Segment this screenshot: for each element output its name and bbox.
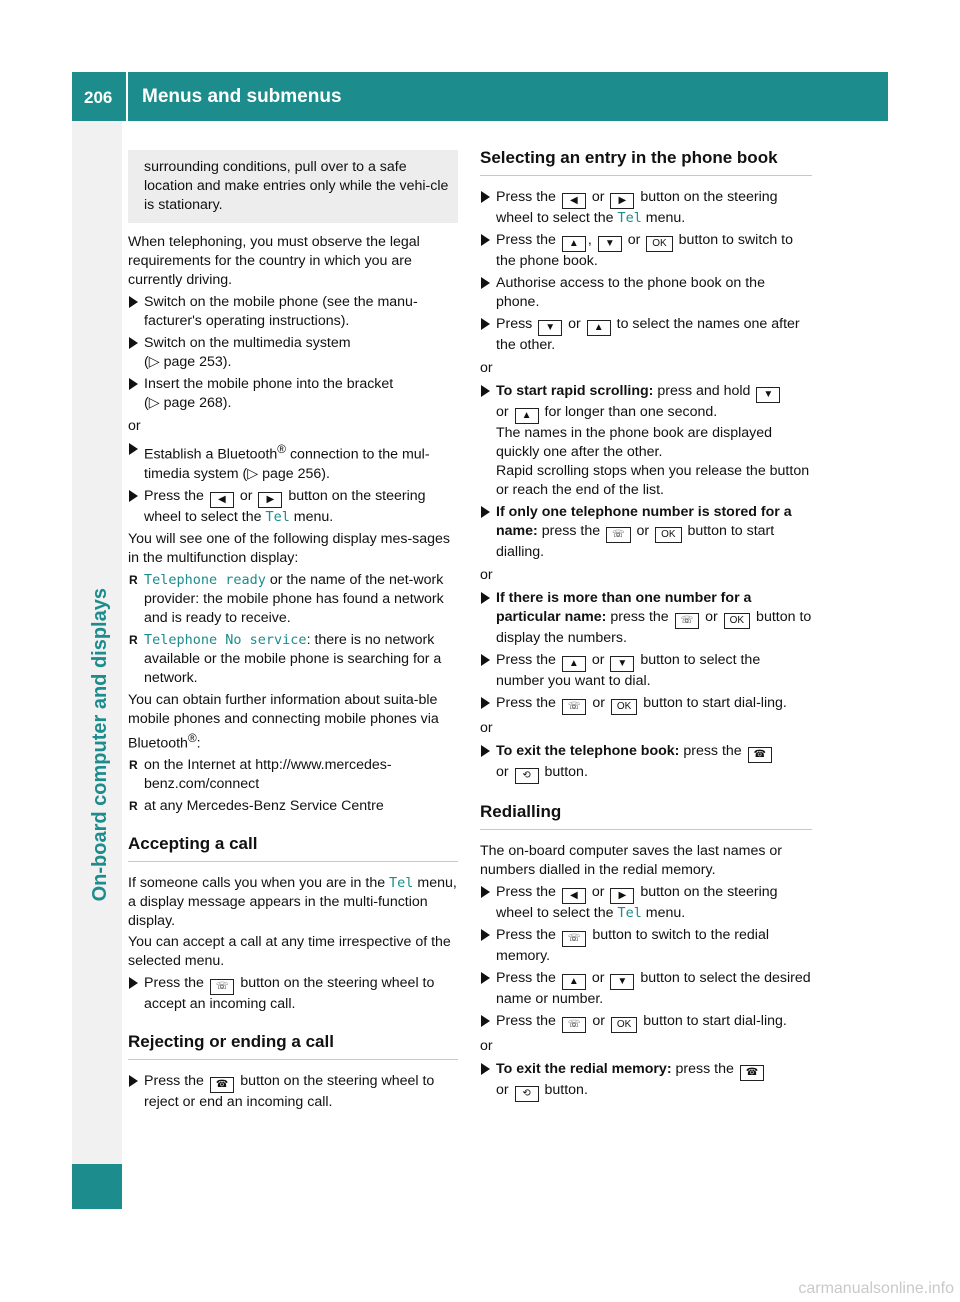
- call-key-icon: ☏: [210, 979, 235, 995]
- step-text: press the: [537, 523, 605, 539]
- or-separator: or: [480, 360, 493, 376]
- step-arrow-icon: [481, 234, 490, 246]
- step-item: [480, 231, 812, 271]
- display-text-tel: Tel: [389, 875, 414, 892]
- paragraph-text: :: [196, 735, 201, 752]
- or-separator: or: [480, 567, 493, 583]
- step-text: Switch on the multimedia system: [144, 335, 351, 351]
- ok-key-icon: OK: [611, 1017, 637, 1033]
- step-text: button on the steering wheel to select the: [496, 189, 778, 226]
- step-arrow-icon: [129, 977, 138, 989]
- step-item: [480, 926, 812, 966]
- or-separator: or: [128, 418, 141, 434]
- step-text: button to switch to the redial memory.: [496, 927, 769, 964]
- step-text: or: [588, 695, 609, 711]
- step-item: [480, 694, 812, 715]
- step-item: [480, 503, 812, 562]
- step-arrow-icon: [481, 929, 490, 941]
- step-item: [128, 375, 458, 413]
- step-condition: To exit the redial memory:: [496, 1061, 672, 1077]
- step-text: Insert the mobile phone into the bracket: [144, 376, 394, 392]
- step-text: Press the: [496, 927, 560, 943]
- step-item: [128, 974, 458, 1014]
- call-key-icon: ☏: [675, 613, 700, 629]
- paragraph: When telephoning, you must observe the legal requirements for the country in which you are currently driving.: [128, 234, 420, 288]
- down-arrow-key-icon: ▼: [756, 387, 780, 403]
- down-arrow-key-icon: ▼: [610, 656, 634, 672]
- call-key-icon: ☏: [562, 931, 587, 947]
- step-text: ,: [587, 232, 596, 248]
- step-text: or: [623, 232, 645, 248]
- bullet-text: or the name of the net-work provider: the mobile phone has found a network and is ready to receive.: [144, 571, 444, 626]
- step-arrow-icon: [129, 1075, 138, 1087]
- step-text: or: [632, 523, 654, 539]
- display-text-tel: Tel: [617, 210, 642, 226]
- safety-note: surrounding conditions, pull over to a safe location and make entries only while the vehi-cle is stationary.: [128, 150, 458, 223]
- step-text: or: [587, 652, 609, 668]
- step-text: press and hold: [653, 383, 755, 399]
- step-text: or: [496, 404, 513, 420]
- page-reference: (▷ page 253).: [144, 354, 232, 370]
- step-text: button to switch to the phone book.: [496, 232, 794, 269]
- ok-key-icon: OK: [611, 699, 637, 715]
- step-condition: If there is more than one number for a particular name:: [496, 590, 752, 625]
- step-text: menu.: [641, 210, 686, 226]
- step-item: [480, 1060, 812, 1102]
- step-text: button.: [540, 764, 588, 780]
- step-text: Press the: [144, 487, 208, 504]
- call-key-icon: ☏: [606, 527, 631, 543]
- step-arrow-icon: [129, 337, 138, 349]
- step-arrow-icon: [481, 972, 490, 984]
- left-arrow-key-icon: ◀: [210, 492, 234, 508]
- up-arrow-key-icon: ▲: [587, 320, 611, 336]
- paragraph: You will see one of the following display mes-sages in the multifunction display:: [128, 530, 451, 566]
- hangup-key-icon: ☎: [748, 747, 772, 763]
- step-item: [480, 883, 812, 923]
- step-condition: To start rapid scrolling:: [496, 383, 654, 399]
- step-text: press the: [671, 1061, 738, 1077]
- side-tab-marker: [72, 1164, 122, 1209]
- section-heading-redialling: Redialling: [480, 802, 812, 830]
- ok-key-icon: OK: [724, 613, 750, 629]
- step-text: Press the: [496, 884, 560, 900]
- step-arrow-icon: [129, 443, 138, 455]
- step-item: [480, 589, 812, 648]
- step-text: button to select the desired name or number.: [496, 970, 811, 1007]
- step-item: [128, 293, 458, 331]
- up-arrow-key-icon: ▲: [562, 656, 586, 672]
- step-item: [128, 440, 458, 484]
- step-arrow-icon: [129, 296, 138, 308]
- step-text: or: [587, 884, 609, 900]
- down-arrow-key-icon: ▼: [538, 320, 562, 336]
- paragraph: The on-board computer saves the last names or numbers dialled in the redial memory.: [480, 843, 783, 878]
- step-text: or: [587, 189, 609, 205]
- right-arrow-key-icon: ▶: [610, 888, 634, 904]
- step-text: button to display the numbers.: [496, 609, 812, 646]
- step-text: connection to the mul-timedia system (▷ page 256).: [144, 446, 430, 482]
- step-item: [128, 334, 458, 372]
- display-text: Telephone No service: [144, 631, 307, 648]
- call-key-icon: ☏: [562, 699, 587, 715]
- paragraph-text: menu, a display message appears in the multi-function display.: [128, 875, 457, 930]
- up-arrow-key-icon: ▲: [562, 974, 586, 990]
- step-text: Press the: [496, 695, 560, 711]
- section-heading-phone-book: Selecting an entry in the phone book: [480, 148, 812, 176]
- right-column: [480, 148, 812, 1105]
- bullet-icon: R: [129, 758, 138, 773]
- ok-key-icon: OK: [646, 236, 672, 252]
- paragraph: You can accept a call at any time irrespective of the selected menu.: [128, 934, 451, 970]
- bullet-item: [128, 756, 458, 794]
- or-separator: or: [480, 1038, 493, 1054]
- step-text: Establish a Bluetooth: [144, 446, 278, 463]
- down-arrow-key-icon: ▼: [598, 236, 622, 252]
- step-text: button to start dialling.: [496, 523, 775, 560]
- step-item: [480, 742, 812, 784]
- step-text: press the: [606, 609, 673, 625]
- step-text: button on the steering wheel to select the: [144, 487, 426, 525]
- page-number: 206: [84, 88, 113, 107]
- step-text: Press the: [496, 189, 560, 205]
- step-item: [480, 969, 812, 1009]
- step-text: or: [564, 316, 585, 332]
- step-text: Authorise access to the phone book on the phone.: [496, 275, 765, 310]
- step-text: for longer than one second.: [540, 404, 718, 420]
- call-key-icon: ☏: [562, 1017, 587, 1033]
- step-text: or: [588, 1013, 609, 1029]
- page-reference: (▷ page 268).: [144, 395, 232, 411]
- header-divider: [126, 72, 128, 121]
- up-arrow-key-icon: ▲: [515, 408, 539, 424]
- step-text: Rapid scrolling stops when you release the button or reach the end of the list.: [496, 463, 810, 498]
- bullet-text: at any Mercedes-Benz Service Centre: [144, 798, 384, 815]
- left-arrow-key-icon: ◀: [562, 193, 586, 209]
- hangup-key-icon: ☎: [210, 1077, 234, 1093]
- ok-key-icon: OK: [655, 527, 681, 543]
- display-text-tel: Tel: [617, 905, 642, 921]
- step-arrow-icon: [481, 506, 490, 518]
- step-item: [480, 188, 812, 228]
- step-arrow-icon: [481, 592, 490, 604]
- step-text: Press the: [144, 1073, 208, 1090]
- step-text: or: [496, 1082, 513, 1098]
- step-text: button.: [540, 1082, 588, 1098]
- step-text: Switch on the mobile phone (see the manu-facturer's operating instructions).: [144, 294, 418, 329]
- registered-mark: ®: [277, 442, 287, 456]
- back-key-icon: ⟲: [515, 768, 539, 784]
- step-arrow-icon: [481, 654, 490, 666]
- step-arrow-icon: [129, 490, 138, 502]
- step-text: button to select the number you want to dial.: [496, 652, 761, 689]
- step-arrow-icon: [481, 886, 490, 898]
- bullet-icon: R: [129, 632, 138, 647]
- display-text-tel: Tel: [265, 508, 290, 525]
- step-text: or: [496, 764, 513, 780]
- paragraph-text: You can obtain further information about suita-ble mobile phones and connecting mobile phones via Bluetooth: [128, 691, 439, 752]
- step-arrow-icon: [481, 385, 490, 397]
- section-heading-rejecting: Rejecting or ending a call: [128, 1032, 458, 1060]
- step-arrow-icon: [129, 378, 138, 390]
- step-text: The names in the phone book are displayed quickly one after the other.: [496, 425, 773, 460]
- step-text: button on the steering wheel to select the: [496, 884, 778, 921]
- step-text: menu.: [641, 905, 686, 921]
- step-item: [480, 382, 812, 500]
- step-text: or: [235, 487, 257, 504]
- up-arrow-key-icon: ▲: [562, 236, 586, 252]
- step-text: Press the: [144, 975, 208, 992]
- step-item: [480, 1012, 812, 1033]
- step-text: menu.: [289, 508, 334, 525]
- step-item: [128, 487, 458, 527]
- step-text: Press the: [496, 232, 560, 248]
- step-text: or: [587, 970, 609, 986]
- step-text: button to start dial-ling.: [639, 695, 787, 711]
- hangup-key-icon: ☎: [740, 1065, 764, 1081]
- step-arrow-icon: [481, 697, 490, 709]
- bullet-item: [128, 571, 458, 628]
- side-tab-title: On-board computer and displays: [89, 588, 111, 902]
- display-text: Telephone ready: [144, 571, 266, 588]
- right-arrow-key-icon: ▶: [610, 193, 634, 209]
- bullet-text: : there is no network available or the mobile phone is searching for a network.: [144, 631, 442, 686]
- step-arrow-icon: [481, 1015, 490, 1027]
- step-arrow-icon: [481, 277, 490, 289]
- step-text: press the: [679, 743, 746, 759]
- step-item: [480, 274, 812, 312]
- step-text: Press the: [496, 652, 560, 668]
- step-arrow-icon: [481, 745, 490, 757]
- step-text: Press the: [496, 970, 560, 986]
- or-separator: or: [480, 720, 493, 736]
- step-condition: If only one telephone number is stored for a name:: [496, 504, 792, 539]
- page-title: Menus and submenus: [142, 86, 342, 107]
- paragraph-text: If someone calls you when you are in the: [128, 875, 390, 892]
- bullet-text: on the Internet at http://www.mercedes-benz.com/connect: [144, 757, 392, 793]
- step-text: button on the steering wheel to accept an incoming call.: [144, 975, 435, 1013]
- right-arrow-key-icon: ▶: [258, 492, 282, 508]
- paragraph: [128, 874, 458, 931]
- section-heading-accepting: Accepting a call: [128, 834, 458, 862]
- step-text: Press the: [496, 1013, 560, 1029]
- left-column: [128, 150, 458, 1115]
- back-key-icon: ⟲: [515, 1086, 539, 1102]
- step-condition: To exit the telephone book:: [496, 743, 680, 759]
- registered-mark: ®: [187, 730, 197, 745]
- step-text: or: [701, 609, 722, 625]
- bullet-icon: R: [129, 799, 138, 814]
- step-item: [128, 1072, 458, 1112]
- paragraph: [128, 691, 458, 754]
- bullet-icon: R: [129, 572, 138, 587]
- bullet-item: [128, 797, 458, 816]
- step-arrow-icon: [481, 318, 490, 330]
- down-arrow-key-icon: ▼: [610, 974, 634, 990]
- step-arrow-icon: [481, 191, 490, 203]
- left-arrow-key-icon: ◀: [562, 888, 586, 904]
- step-arrow-icon: [481, 1063, 490, 1075]
- watermark: carmanualsonline.info: [798, 1280, 954, 1297]
- step-item: [480, 651, 812, 691]
- step-item: [480, 315, 812, 355]
- step-text: to select the names one after the other.: [496, 316, 800, 353]
- step-text: Press: [496, 316, 537, 332]
- step-text: button on the steering wheel to reject or end an incoming call.: [144, 1073, 435, 1111]
- bullet-item: [128, 631, 458, 688]
- step-text: button to start dial-ling.: [639, 1013, 787, 1029]
